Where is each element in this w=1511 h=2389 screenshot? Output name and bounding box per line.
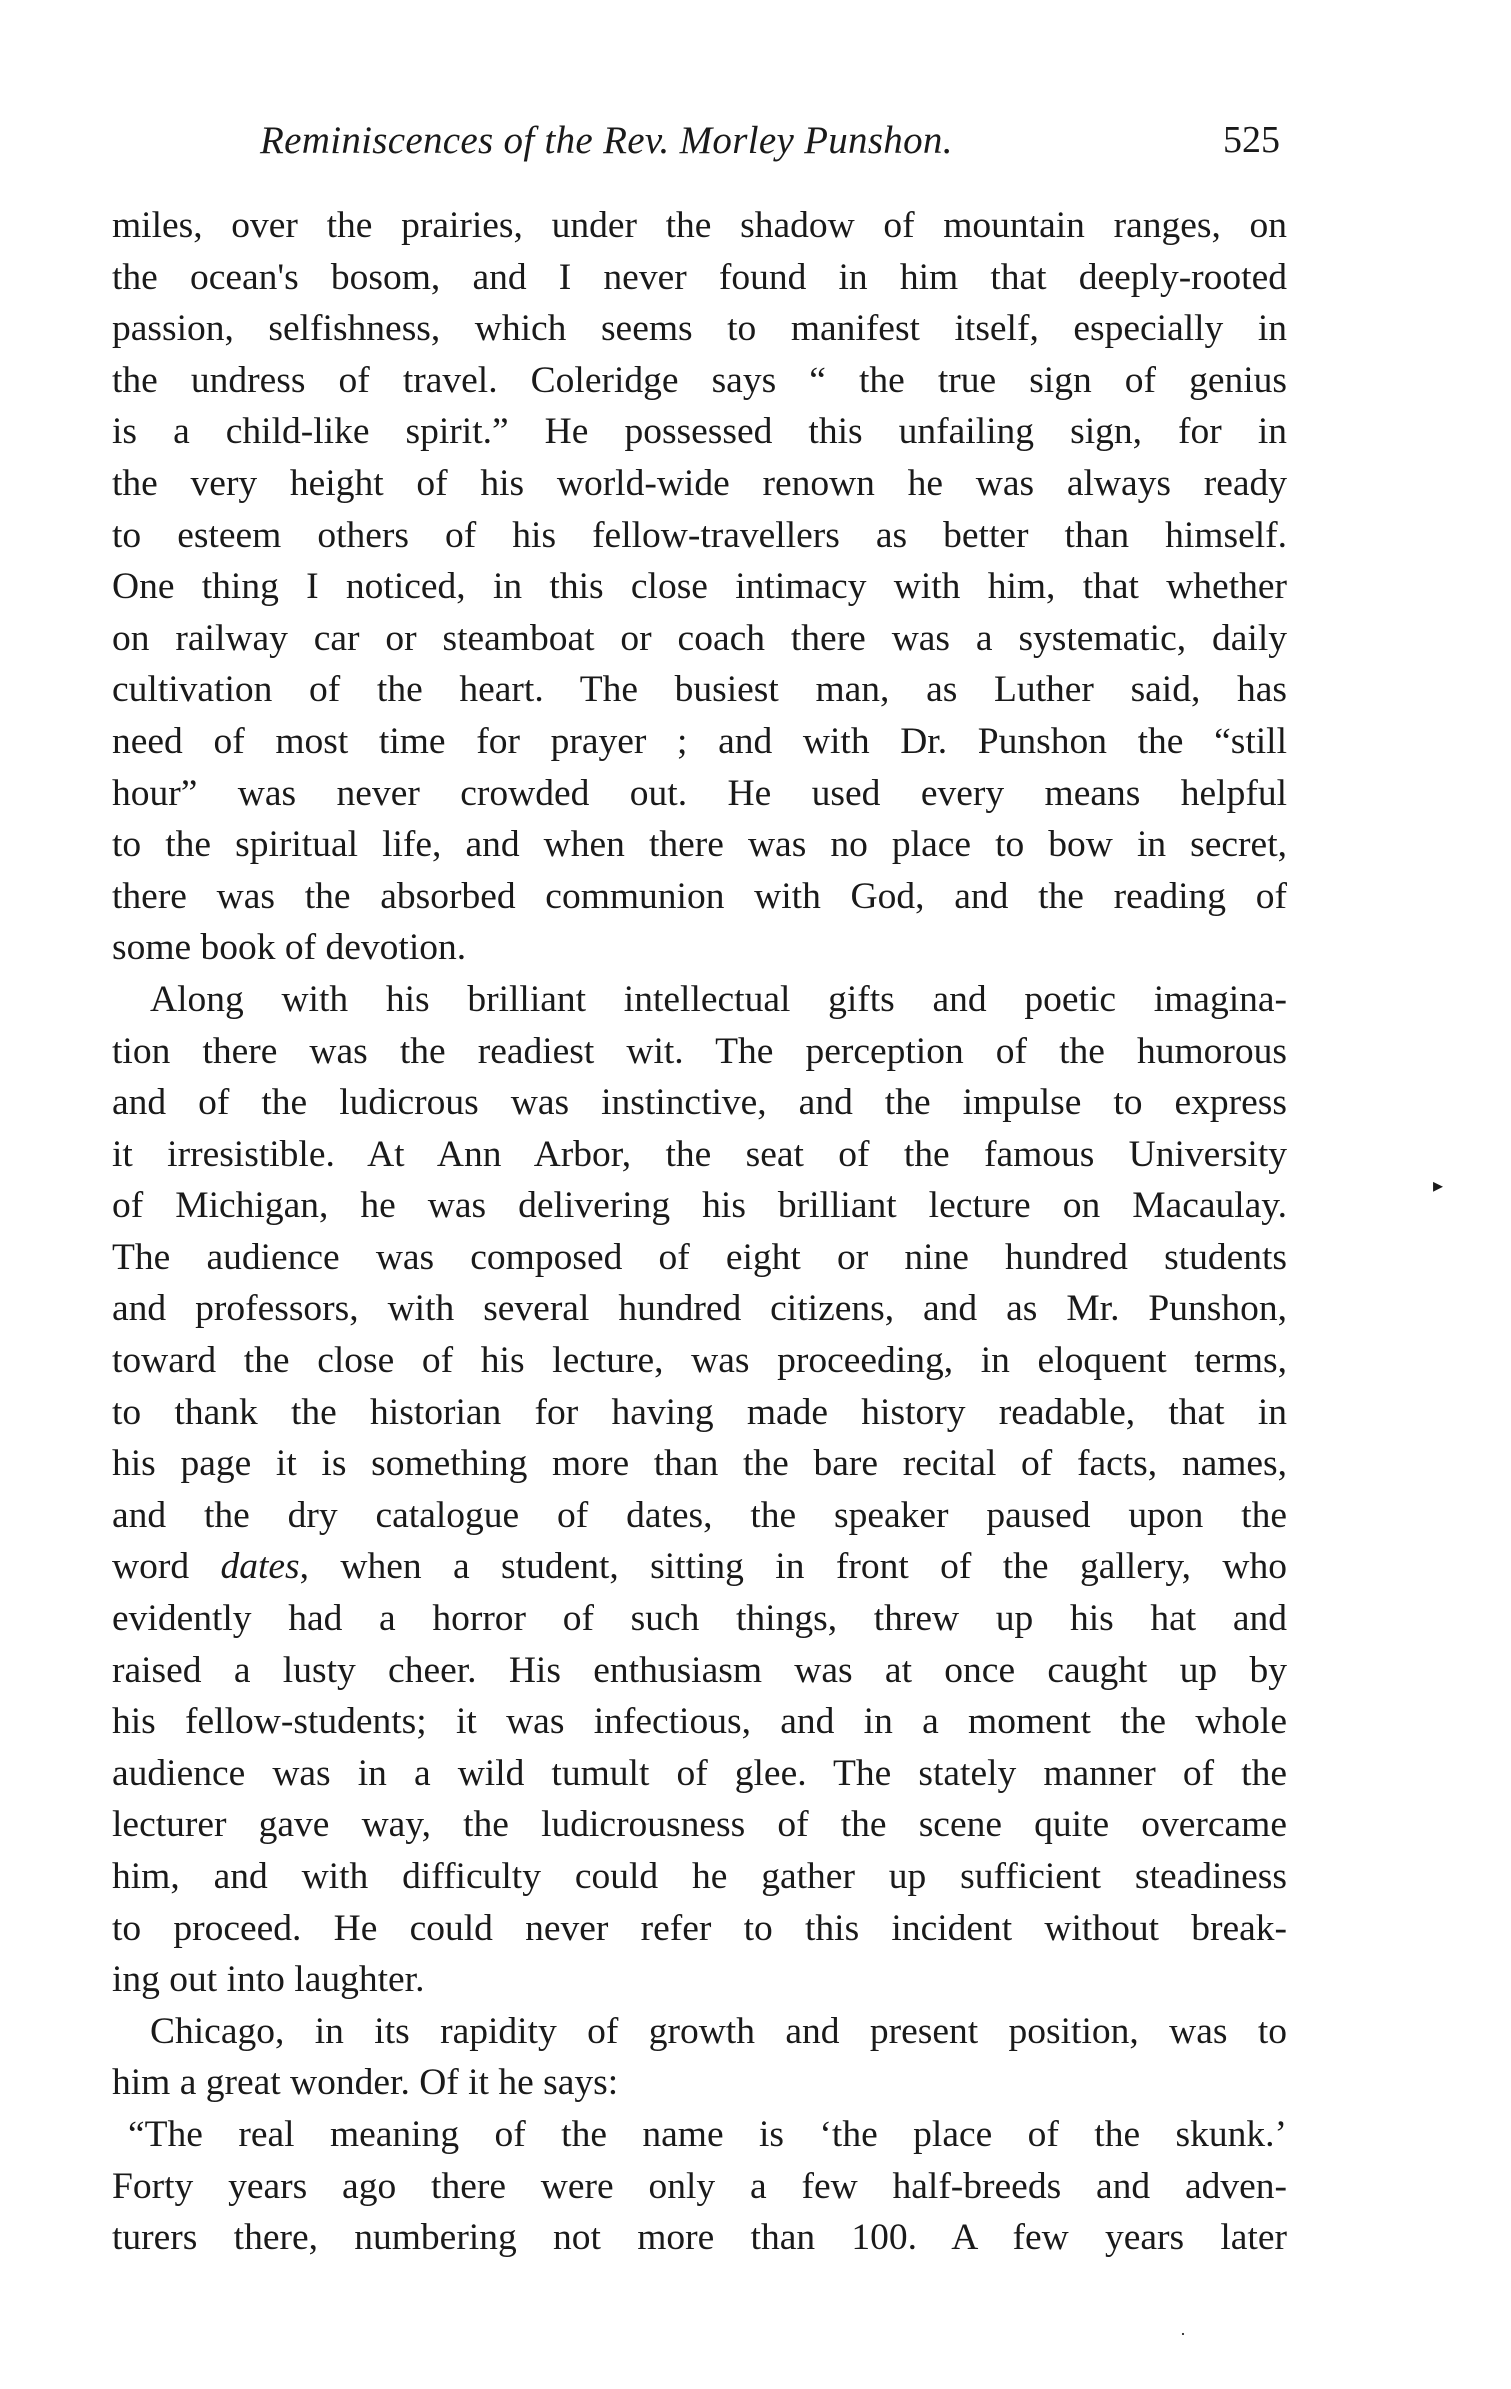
text-line: the undress of travel. Coleridge says “ the true sign of genius bbox=[112, 359, 1287, 401]
text-line: to esteem others of his fellow-travellers as better than himself. bbox=[112, 514, 1287, 556]
text-line: his page it is something more than the bare recital of facts, names, bbox=[112, 1443, 1287, 1485]
text-line: and the dry catalogue of dates, the speaker paused upon the bbox=[112, 1494, 1287, 1536]
text-line: to proceed. He could never refer to this incident without break- bbox=[112, 1907, 1287, 1949]
text-line: his fellow-students; it was infectious, and in a moment the whole bbox=[112, 1701, 1287, 1743]
text-line: and of the ludicrous was instinctive, and the impulse to express bbox=[112, 1082, 1287, 1124]
page-number: 525 bbox=[1223, 119, 1280, 161]
text-line: of Michigan, he was delivering his brilliant lecture on Macaulay. bbox=[112, 1185, 1287, 1227]
text-line: is a child-like spirit.” He possessed this unfailing sign, for in bbox=[112, 411, 1287, 453]
text-line: cultivation of the heart. The busiest man, as Luther said, has bbox=[112, 669, 1287, 711]
text-line: the very height of his world-wide renown he was always ready bbox=[112, 462, 1287, 504]
margin-mark: ▸ bbox=[1433, 1175, 1444, 1197]
text-line: and professors, with several hundred citizens, and as Mr. Punshon, bbox=[112, 1288, 1287, 1330]
text-line: ing out into laughter. bbox=[112, 1959, 425, 2001]
text-line: One thing I noticed, in this close intimacy with him, that whether bbox=[112, 566, 1287, 608]
text-line: the ocean's bosom, and I never found in him that deeply-rooted bbox=[112, 256, 1287, 298]
text-line: on railway car or steamboat or coach there was a systematic, daily bbox=[112, 617, 1287, 659]
text-line: Chicago, in its rapidity of growth and present position, was to bbox=[150, 2010, 1287, 2052]
text-line: audience was in a wild tumult of glee. The stately manner of the bbox=[112, 1752, 1287, 1794]
text-line: Along with his brilliant intellectual gifts and poetic imagina- bbox=[150, 978, 1287, 1020]
text-line: miles, over the prairies, under the shadow of mountain ranges, on bbox=[112, 205, 1287, 246]
text-line: passion, selfishness, which seems to manifest itself, especially in bbox=[112, 308, 1287, 350]
text-line: hour” was never crowded out. He used every means helpful bbox=[112, 772, 1287, 814]
body-text bbox=[112, 200, 1287, 2264]
text-line: some book of devotion. bbox=[112, 927, 467, 969]
text-line: lecturer gave way, the ludicrousness of the scene quite overcame bbox=[112, 1804, 1287, 1846]
running-title: Reminiscences of the Rev. Morley Punshon. bbox=[260, 119, 953, 162]
text-line: The audience was composed of eight or nine hundred students bbox=[112, 1236, 1287, 1278]
quote-line: Forty years ago there were only a few half-breeds and adven- bbox=[112, 2165, 1287, 2207]
quote-line: “The real meaning of the name is ‘the place of the skunk.’ bbox=[128, 2113, 1287, 2155]
text-line: need of most time for prayer ; and with Dr. Punshon the “still bbox=[112, 720, 1287, 762]
italic-word: dates bbox=[220, 1546, 300, 1588]
text-line-with-italic: word dates, when a student, sitting in front of the gallery, who bbox=[112, 1546, 1287, 1588]
text-line: him, and with difficulty could he gather up sufficient steadiness bbox=[112, 1856, 1287, 1897]
print-speck: · bbox=[1180, 2324, 1186, 2344]
text-line: there was the absorbed communion with God, and the reading of bbox=[112, 875, 1287, 917]
text-line: evidently had a horror of such things, threw up his hat and bbox=[112, 1598, 1287, 1640]
running-head bbox=[110, 118, 1280, 178]
text-line: to the spiritual life, and when there was no place to bow in secret, bbox=[112, 824, 1287, 866]
text-line: him a great wonder. Of it he says: bbox=[112, 2062, 619, 2104]
text-line: toward the close of his lecture, was proceeding, in eloquent terms, bbox=[112, 1340, 1287, 1382]
text-line: raised a lusty cheer. His enthusiasm was at once caught up by bbox=[112, 1649, 1287, 1691]
quote-line: turers there, numbering not more than 100. A few years later bbox=[112, 2217, 1287, 2259]
text-line: tion there was the readiest wit. The perception of the humorous bbox=[112, 1030, 1287, 1072]
text-line: it irresistible. At Ann Arbor, the seat of the famous University bbox=[112, 1133, 1287, 1175]
text-line: to thank the historian for having made history readable, that in bbox=[112, 1391, 1287, 1433]
